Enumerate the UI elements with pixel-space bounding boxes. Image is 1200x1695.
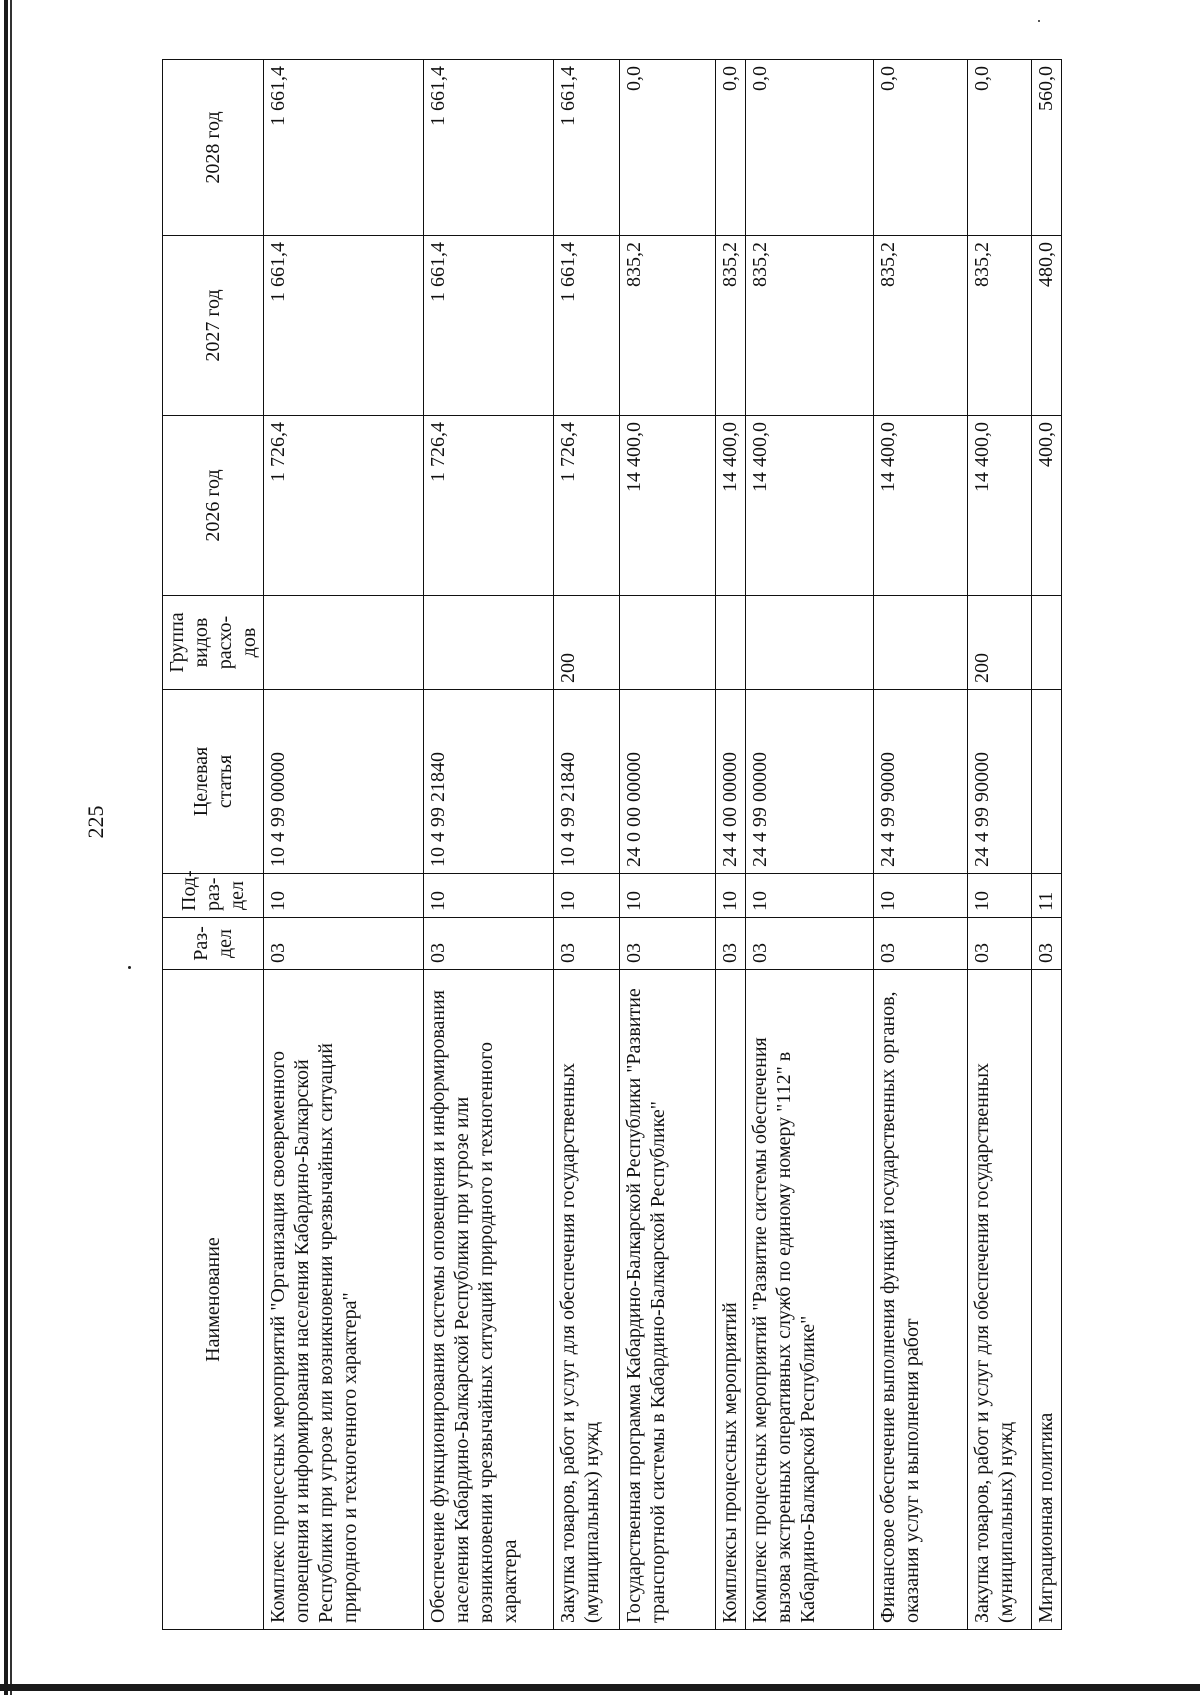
table-row bbox=[874, 60, 968, 1630]
cell-podrazdel: 10 bbox=[264, 874, 424, 918]
cell-2027: 1 661,4 bbox=[554, 236, 620, 416]
cell-target: 10 4 99 21840 bbox=[424, 690, 554, 874]
cell-name: Миграционная политика bbox=[1032, 970, 1062, 1630]
cell-group: 200 bbox=[554, 596, 620, 690]
table-row bbox=[1032, 60, 1062, 1630]
cell-target bbox=[1032, 690, 1062, 874]
header-group: Группа видов расхо- дов bbox=[163, 596, 264, 690]
cell-podrazdel: 10 bbox=[554, 874, 620, 918]
cell-2027: 835,2 bbox=[716, 236, 746, 416]
cell-podrazdel: 10 bbox=[746, 874, 874, 918]
cell-target: 24 0 00 00000 bbox=[620, 690, 716, 874]
page-number: 225 bbox=[83, 805, 108, 839]
cell-2028: 1 661,4 bbox=[264, 60, 424, 236]
cell-2026: 14 400,0 bbox=[716, 416, 746, 596]
cell-podrazdel: 10 bbox=[874, 874, 968, 918]
cell-2026: 14 400,0 bbox=[968, 416, 1032, 596]
cell-name: Закупка товаров, работ и услуг для обеспечения государственных (муниципальных) нужд bbox=[968, 970, 1032, 1630]
rotated-table-wrapper bbox=[162, 60, 1057, 1630]
cell-name: Комплексы процессных мероприятий bbox=[716, 970, 746, 1630]
cell-2027: 835,2 bbox=[620, 236, 716, 416]
cell-2028: 0,0 bbox=[746, 60, 874, 236]
cell-2027: 835,2 bbox=[746, 236, 874, 416]
cell-target: 10 4 99 00000 bbox=[264, 690, 424, 874]
cell-razdel: 03 bbox=[424, 918, 554, 970]
cell-target: 24 4 99 90000 bbox=[968, 690, 1032, 874]
cell-podrazdel: 10 bbox=[968, 874, 1032, 918]
scan-speck bbox=[128, 966, 131, 969]
cell-podrazdel: 10 bbox=[620, 874, 716, 918]
budget-table bbox=[162, 59, 1062, 1630]
cell-group bbox=[620, 596, 716, 690]
cell-2026: 14 400,0 bbox=[874, 416, 968, 596]
cell-target: 10 4 99 21840 bbox=[554, 690, 620, 874]
cell-2028: 0,0 bbox=[620, 60, 716, 236]
cell-2026: 1 726,4 bbox=[424, 416, 554, 596]
table-row bbox=[746, 60, 874, 1630]
table-row bbox=[554, 60, 620, 1630]
scan-edge-left bbox=[4, 0, 8, 1695]
cell-podrazdel: 10 bbox=[424, 874, 554, 918]
cell-2027: 1 661,4 bbox=[424, 236, 554, 416]
cell-razdel: 03 bbox=[620, 918, 716, 970]
cell-razdel: 03 bbox=[264, 918, 424, 970]
header-name: Наименование bbox=[163, 970, 264, 1630]
cell-podrazdel: 11 bbox=[1032, 874, 1062, 918]
cell-razdel: 03 bbox=[968, 918, 1032, 970]
cell-name: Комплекс процессных мероприятий "Развитие системы обеспечения вызова экстренных оперативных служб по единому номеру "112" в Кабардино-Балкарской Республике" bbox=[746, 970, 874, 1630]
cell-name: Финансовое обеспечение выполнения функций государственных органов, оказания услуг и выполнения работ bbox=[874, 970, 968, 1630]
cell-2028: 0,0 bbox=[968, 60, 1032, 236]
cell-group bbox=[264, 596, 424, 690]
cell-2026: 400,0 bbox=[1032, 416, 1062, 596]
header-2028: 2028 год bbox=[163, 60, 264, 236]
cell-group bbox=[716, 596, 746, 690]
cell-razdel: 03 bbox=[554, 918, 620, 970]
cell-2028: 0,0 bbox=[874, 60, 968, 236]
table-row bbox=[620, 60, 716, 1630]
cell-name: Закупка товаров, работ и услуг для обеспечения государственных (муниципальных) нужд bbox=[554, 970, 620, 1630]
cell-group bbox=[1032, 596, 1062, 690]
cell-name: Государственная программа Кабардино-Балкарской Республики "Развитие транспортной системы в Кабардино-Балкарской Республике" bbox=[620, 970, 716, 1630]
cell-2028: 560,0 bbox=[1032, 60, 1062, 236]
cell-2027: 480,0 bbox=[1032, 236, 1062, 416]
table-row bbox=[264, 60, 424, 1630]
table-header-row bbox=[163, 60, 264, 1630]
cell-name: Комплекс процессных мероприятий "Организация своевременного оповещения и информирования населения Кабардино-Балкарской Республики при угрозе или возникновении чрезвычайных ситуаций природного и техногенного характера" bbox=[264, 970, 424, 1630]
cell-2028: 0,0 bbox=[716, 60, 746, 236]
cell-razdel: 03 bbox=[874, 918, 968, 970]
cell-podrazdel: 10 bbox=[716, 874, 746, 918]
header-razdel: Раз- дел bbox=[163, 918, 264, 970]
cell-target: 24 4 99 90000 bbox=[874, 690, 968, 874]
cell-razdel: 03 bbox=[716, 918, 746, 970]
cell-group bbox=[746, 596, 874, 690]
header-target: Целевая статья bbox=[163, 690, 264, 874]
cell-2028: 1 661,4 bbox=[554, 60, 620, 236]
table-row bbox=[424, 60, 554, 1630]
cell-group bbox=[424, 596, 554, 690]
scan-speck bbox=[1038, 20, 1040, 22]
cell-2026: 1 726,4 bbox=[554, 416, 620, 596]
scan-edge-bottom bbox=[0, 1684, 1200, 1691]
header-podrazdel: Под- раз- дел bbox=[163, 874, 264, 918]
cell-target: 24 4 00 00000 bbox=[716, 690, 746, 874]
header-2026: 2026 год bbox=[163, 416, 264, 596]
cell-2026: 14 400,0 bbox=[746, 416, 874, 596]
cell-2027: 835,2 bbox=[968, 236, 1032, 416]
cell-group: 200 bbox=[968, 596, 1032, 690]
cell-razdel: 03 bbox=[1032, 918, 1062, 970]
cell-2027: 835,2 bbox=[874, 236, 968, 416]
table-row bbox=[968, 60, 1032, 1630]
cell-2027: 1 661,4 bbox=[264, 236, 424, 416]
cell-2026: 1 726,4 bbox=[264, 416, 424, 596]
cell-name: Обеспечение функционирования системы оповещения и информирования населения Кабардино-Балкарской Республики при угрозе или возникновении чрезвычайных ситуаций природного и техногенного характера bbox=[424, 970, 554, 1630]
table-row bbox=[716, 60, 746, 1630]
header-2027: 2027 год bbox=[163, 236, 264, 416]
cell-2028: 1 661,4 bbox=[424, 60, 554, 236]
scan-edge-left-inner bbox=[10, 0, 12, 1695]
cell-2026: 14 400,0 bbox=[620, 416, 716, 596]
cell-group bbox=[874, 596, 968, 690]
cell-target: 24 4 99 00000 bbox=[746, 690, 874, 874]
cell-razdel: 03 bbox=[746, 918, 874, 970]
